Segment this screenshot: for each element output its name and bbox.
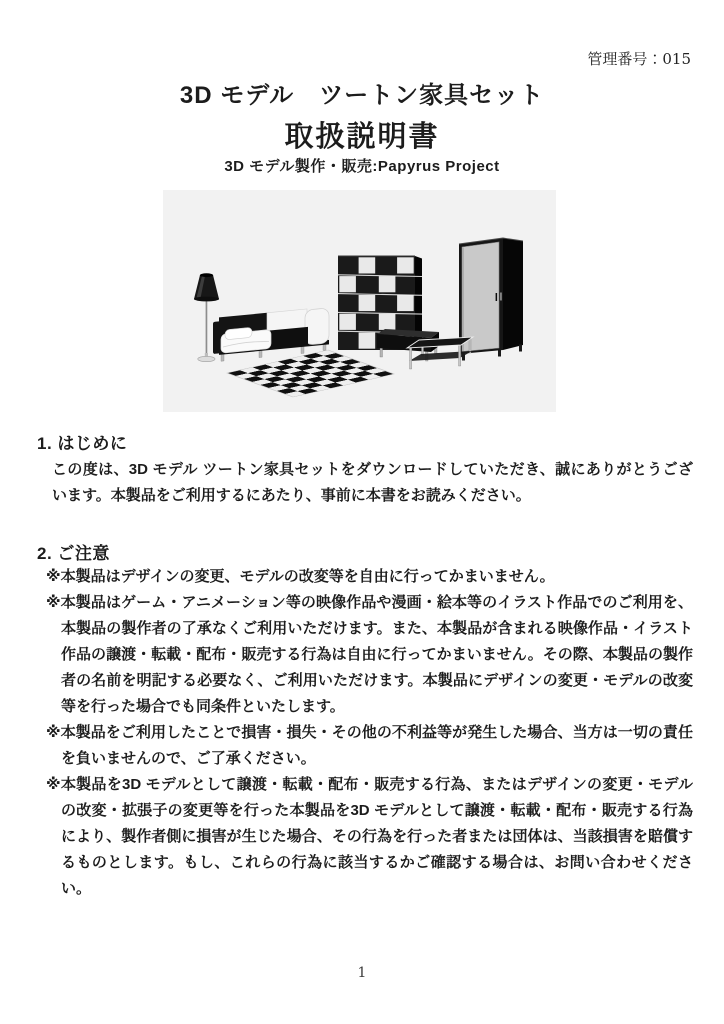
section-1-heading: 1. はじめに <box>37 434 128 453</box>
furniture-illustration <box>163 190 556 412</box>
section-1-body: この度は、3D モデル ツートン家具セットをダウンロードしていただき、誠にありがとうございます。本製品をご利用するにあたり、事前に本書をお読みください。 <box>52 461 693 504</box>
note-item: ※本製品はデザインの変更、モデルの改変等を自由に行ってかまいません。 <box>46 568 555 585</box>
note-item: ※本製品をご利用したことで損害・損失・その他の不利益等が発生した場合、当方は一切の責任を負いませんので、ご了承ください。 <box>46 724 693 767</box>
page-subtitle: 取扱説明書 <box>284 121 440 153</box>
byline: 3D モデル製作・販売:Papyrus Project <box>224 158 500 175</box>
section-2-heading: 2. ご注意 <box>37 544 110 563</box>
page-title: 3D モデル ツートン家具セット <box>179 82 545 109</box>
wardrobe <box>459 238 523 361</box>
glass-coffee-table <box>407 337 473 369</box>
doc-number: 管理番号：015 <box>587 50 691 68</box>
checkered-rug <box>227 350 394 397</box>
note-item: ※本製品を3D モデルとして譲渡・転載・配布・販売する行為、またはデザインの変更・モデルの改変・拡張子の変更等を行った本製品を3D モデルとして譲渡・転載・配布・販売する行為により、製作者側に損害が生じた場合、その行為を行った者または団体は、当該損害を賠償するものとします。もし、これらの行為に該当するかご確認する場合は、お問い合わせください。 <box>46 776 693 897</box>
section-2-notes <box>46 564 693 902</box>
note-item: ※本製品はゲーム・アニメーション等の映像作品や漫画・絵本等のイラスト作品でのご利用を、本製品の製作者の了承なくご利用いただけます。また、本製品が含まれる映像作品・イラスト作品の譲渡・転載・配布・販売する行為は自由に行ってかまいません。その際、本製品の製作者の名前を明記する必要なく、ご利用いただけます。本製品にデザインの変更・モデルの改変等を行った場合でも同条件といたします。 <box>46 594 693 715</box>
page-number: 1 <box>357 965 367 981</box>
furniture-scene-svg <box>163 190 556 412</box>
